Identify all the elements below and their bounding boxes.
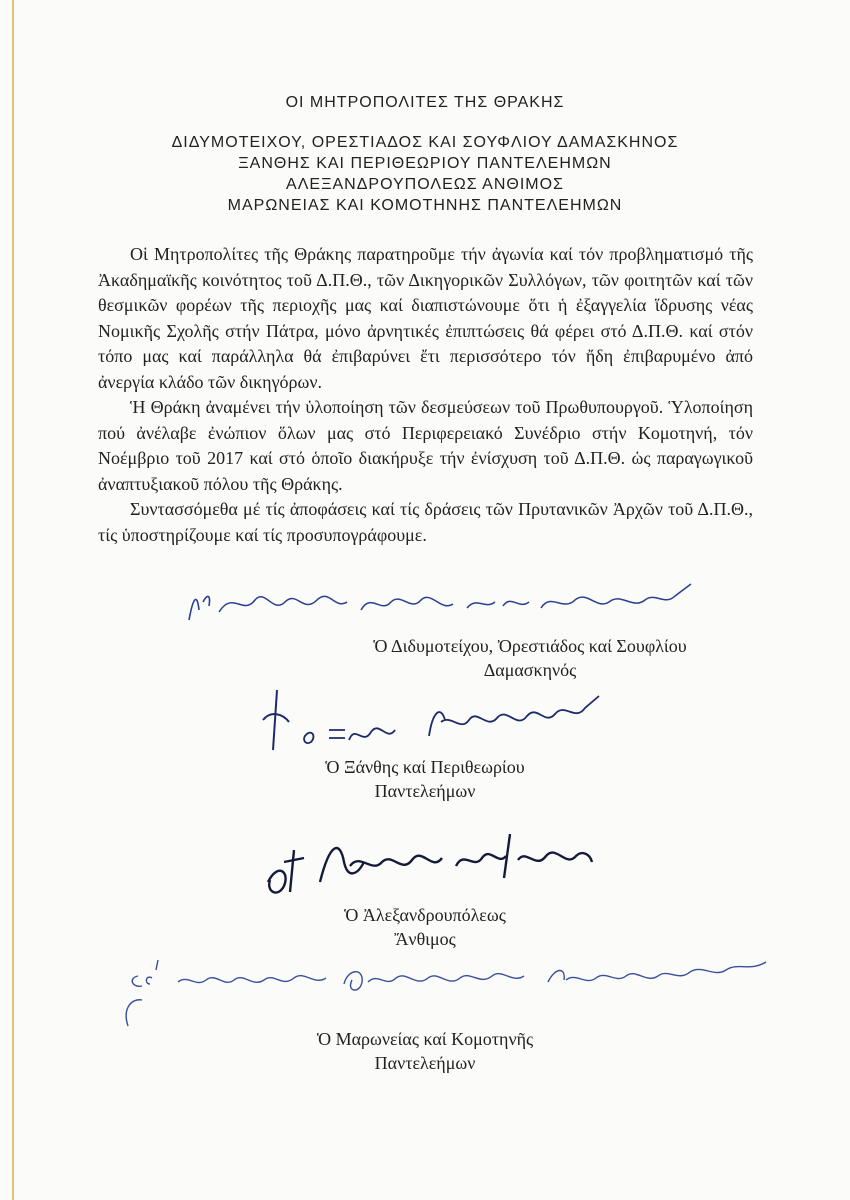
signatory-see: Ὁ Ξάνθης καί Περιθεωρίου [325, 757, 525, 777]
signatory-see: Ὁ Μαρωνείας καί Κομοτηνῆς [316, 1029, 534, 1049]
handwritten-signature-1 [185, 580, 705, 635]
header-line-alexandroupoleos: ΑΛΕΞΑΝΔΡΟΥΠΟΛΕΩΣ ΑΝΘΙΜΟΣ [286, 176, 564, 193]
body-paragraph: Ἡ Θράκη ἀναμένει τήν ὑλοποίηση τῶν δεσμεύσεων τοῦ Πρωθυπουργοῦ. Ὑλοποίηση πού ἀνέλαβε ἐνώπιον ὅλων μας στό Περιφερειακό Συνέδριο στήν Κομοτηνή, τόν Νοέμβριο τοῦ 2017 καί στό ὁποῖο διακήρυξε τήν ἐνίσχυση τοῦ Δ.Π.Θ. ὡς παραγωγικοῦ ἀναπτυξιακοῦ πόλου τῆς Θράκης. [98, 397, 753, 494]
signature-block-3 [0, 903, 850, 951]
document-header [0, 94, 850, 216]
body-paragraph: Οἱ Μητροπολίτες τῆς Θράκης παρατηροῦμε τήν ἀγωνία καί τόν προβληματισμό τῆς Ἀκαδημαϊκῆς κοινότητος τοῦ Δ.Π.Θ., τῶν Δικηγορικῶν Συλλόγων, τῶν φοιτητῶν καί τῶν θεσμικῶν φορέων τῆς περιοχῆς μας καί διαπιστώνουμε ὅτι ἡ ἐξαγγελία ἵδρυσης νέας Νομικῆς Σχολῆς στήν Πάτρα, μόνο ἀρνητικές ἐπιπτώσεις θά φέρει στό Δ.Π.Θ. καί στόν τόπο μας καί παράλληλα θά ἐπιβαρύνει ἔτι περισσότερο τόν ἤδη ἐπιβαρυμένο ἀπό ἀνεργία κλάδο τῶν δικηγόρων. [98, 244, 753, 392]
signatory-name: Παντελεήμων [374, 1053, 476, 1073]
signatory-name: Ἄνθιμος [394, 929, 456, 949]
handwritten-signature-2 [255, 680, 615, 760]
header-title: ΟΙ ΜΗΤΡΟΠΟΛΙΤΕΣ ΤΗΣ ΘΡΑΚΗΣ [285, 94, 565, 111]
signature-block-1 [105, 634, 805, 682]
header-line-maroneias: ΜΑΡΩΝΕΙΑΣ ΚΑΙ ΚΟΜΟΤΗΝΗΣ ΠΑΝΤΕΛΕΗΜΩΝ [227, 197, 623, 214]
letter-body [98, 242, 753, 548]
signatory-see: Ὁ Ἀλεξανδρουπόλεως [344, 905, 506, 925]
signatory-see: Ὁ Διδυμοτείχου, Ὀρεστιάδος καί Σουφλίου [373, 636, 687, 656]
signatory-name: Παντελεήμων [374, 781, 476, 801]
handwritten-signature-3 [260, 822, 600, 904]
header-line-xanthis: ΞΑΝΘΗΣ ΚΑΙ ΠΕΡΙΘΕΩΡΙΟΥ ΠΑΝΤΕΛΕΗΜΩΝ [238, 155, 612, 172]
signature-block-4 [0, 1027, 850, 1075]
signature-block-2 [0, 755, 850, 803]
handwritten-signature-4 [118, 948, 778, 1032]
signatory-name: Δαμασκηνός [483, 660, 577, 680]
body-paragraph: Συντασσόμεθα μέ τίς ἀποφάσεις καί τίς δράσεις τῶν Πρυτανικῶν Ἀρχῶν τοῦ Δ.Π.Θ., τίς ὑποστηρίζουμε καί τίς προσυπογράφουμε. [98, 499, 753, 545]
header-line-didymoteichou: ΔΙΔΥΜΟΤΕΙΧΟΥ, ΟΡΕΣΤΙΑΔΟΣ ΚΑΙ ΣΟΥΦΛΙΟΥ ΔΑΜΑΣΚΗΝΟΣ [171, 134, 679, 151]
